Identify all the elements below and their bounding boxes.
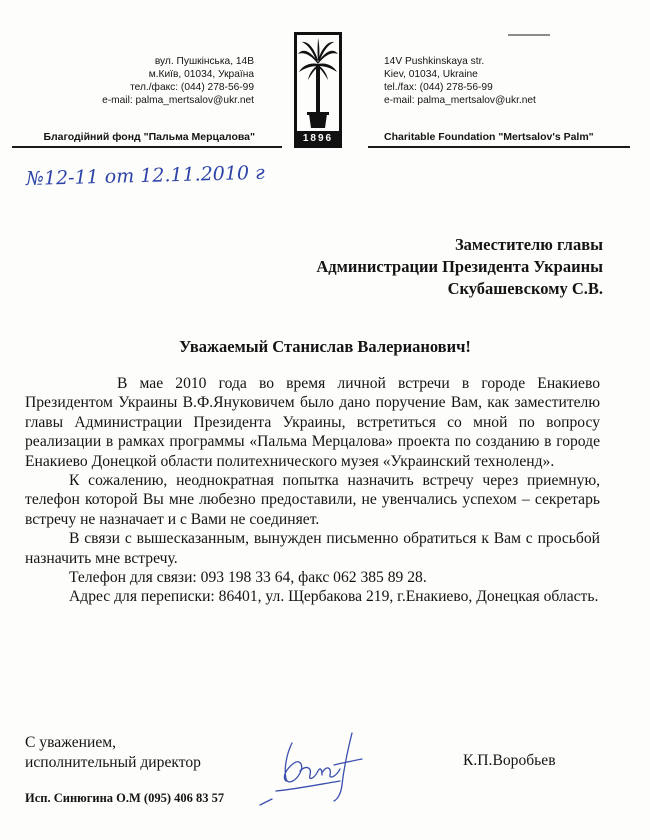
fund-name-ua: Благодійний фонд "Пальма Мерцалова" [43, 131, 255, 143]
closing-regards: С уважением, [25, 734, 117, 751]
greeting: Уважаемый Станислав Валерианович! [179, 337, 471, 356]
body-paragraph-3: В связи с вышесказанным, вынужден письменно обратиться к Вам с просьбой назначить мне встречу. [25, 530, 600, 567]
director-name: К.П.Воробьев [463, 752, 556, 769]
letterhead-address-en [384, 55, 604, 107]
letterhead-ua-email: e-mail: palma_mertsalov@ukr.net [102, 95, 254, 106]
addressee-line-2: Администрации Президента Украины [316, 257, 603, 276]
letterhead-address-ua [86, 55, 254, 107]
closing-block [25, 733, 201, 773]
letterhead-ua-city: м.Київ, 01034, Україна [148, 69, 254, 80]
letterhead-en-phone: tel./fax: (044) 278-56-99 [384, 82, 493, 93]
body-paragraph-2: К сожалению, неоднократная попытка назначить встречу через приемную, телефон которой Вы мне любезно предоставили, не увенчались успехом – секретарь встречу не назначает и с Вами не соединяет. [25, 472, 600, 528]
addressee-line-3: Скубашевскому С.В. [447, 279, 603, 298]
letterhead-rule-left [12, 146, 282, 148]
letterhead-ua-street: вул. Пушкінська, 14В [154, 56, 254, 67]
body-paragraph-5: Адрес для переписки: 86401, ул. Щербакова 219, г.Енакиево, Донецкая область. [69, 588, 599, 606]
outgoing-number-handwritten: №12-11 от 12.11.2010 г [25, 161, 265, 190]
scan-artifact-line [508, 34, 550, 36]
closing-title: исполнительный директор [25, 754, 201, 771]
letterhead-en-street: 14V Pushkinskaya str. [384, 56, 485, 67]
letterhead-en-email: e-mail: palma_mertsalov@ukr.net [384, 95, 536, 106]
letterhead-ua-phone: тел./факс: (044) 278-56-99 [130, 82, 254, 93]
letter-body [25, 374, 600, 607]
body-paragraph-4: Телефон для связи: 093 198 33 64, факс 062 385 89 28. [69, 569, 427, 587]
logo-year: 1896 [302, 133, 334, 144]
addressee-block [316, 234, 603, 300]
fund-name-en: Charitable Foundation "Mertsalov's Palm" [384, 131, 594, 143]
signature-icon [256, 715, 396, 810]
letterhead-rule-right [368, 146, 630, 148]
letterhead-en-city: Kiev, 01034, Ukraine [384, 69, 478, 80]
executor-line: Исп. Синюгина О.М (095) 406 83 57 [25, 791, 225, 805]
addressee-line-1: Заместителю главы [454, 235, 603, 254]
palm-tree-icon [294, 32, 342, 148]
body-paragraph-1: В мае 2010 года во время личной встречи в городе Енакиево Президентом Украины В.Ф.Януковичем было дано поручение Вам, как заместителю главы Администрации Президента Украины, встретиться со мной по вопросу реализации в рамках программы «Пальма Мерцалова» проекта по созданию в городе Енакиево Донецкой области политехнического музея «Украинский техноленд». [25, 375, 600, 470]
